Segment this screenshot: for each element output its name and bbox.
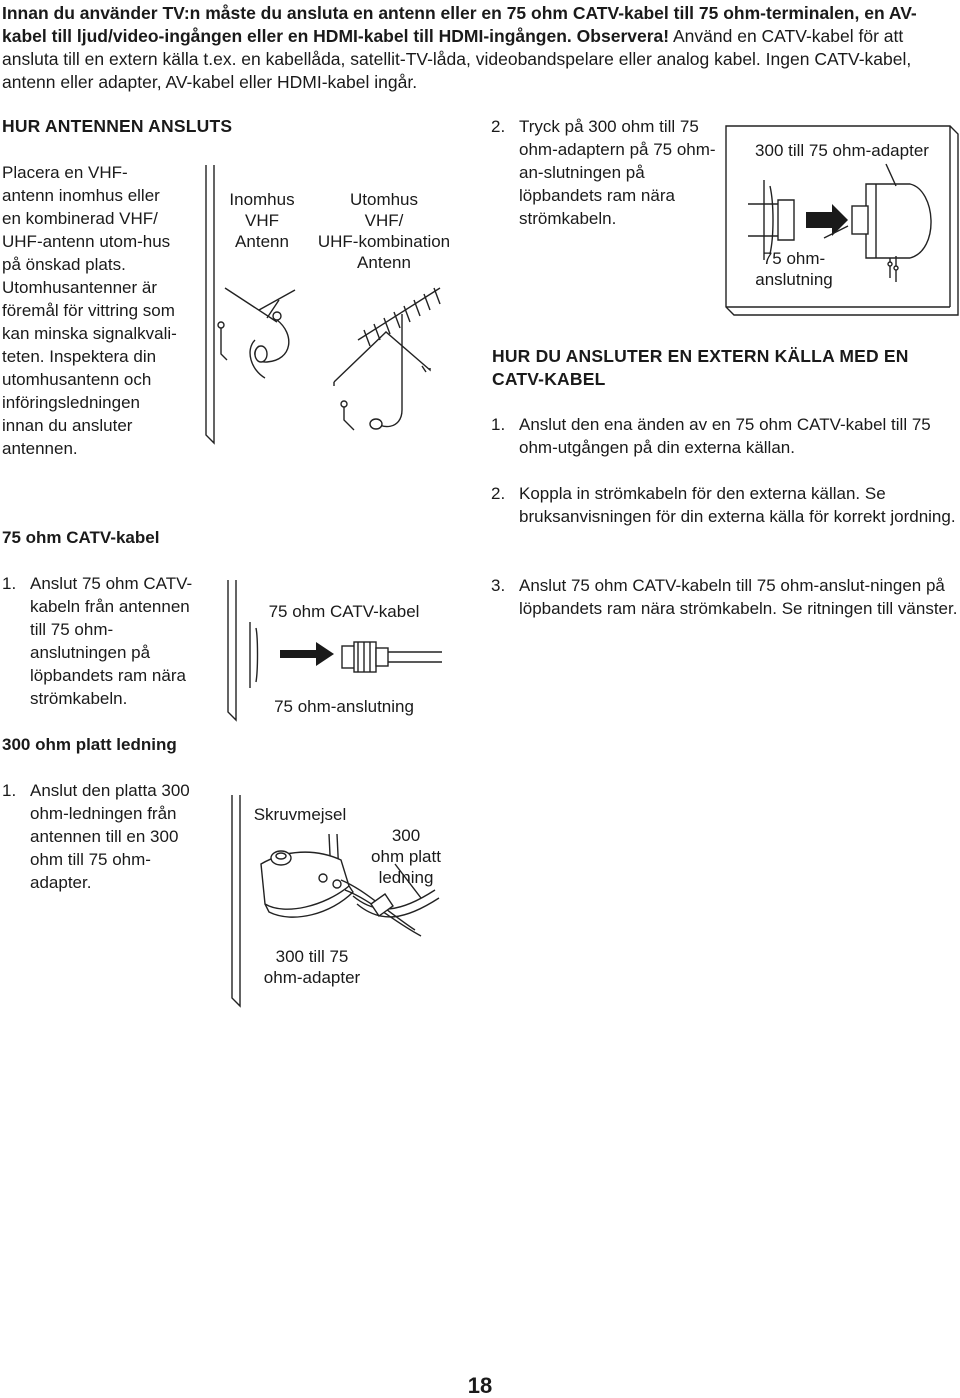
external-step-2	[491, 482, 959, 528]
flat-wire-label: 300 ohm platt ledning	[371, 826, 441, 887]
page-number: 18	[467, 1373, 493, 1398]
intro-normal-text: Använd en CATV-kabel för att ansluta till en extern källa t.ex. en kabellåda, satellit-TV-låda, videobandspelare eller analog kabel. Ingen CATV-kabel, antenn eller adapter, AV-kabel eller HDMI-kabel ingår.	[2, 26, 912, 92]
external-step-3	[491, 574, 959, 620]
screwdriver-label: Skruvmejsel	[253, 805, 347, 824]
step-number: 3.	[491, 576, 506, 595]
flat-wire-subheading: 300 ohm platt ledning	[2, 735, 177, 754]
arrow-right-icon	[806, 204, 848, 236]
step-text: Anslut den ena änden av en 75 ohm CATV-kabel till 75 ohm-utgången på din externa källan.	[519, 415, 931, 457]
step-text: Anslut den platta 300 ohm-ledningen från antennen till en 300 ohm till 75 ohm-adapter.	[30, 781, 190, 892]
catv-cable-label: 75 ohm CATV-kabel	[268, 602, 420, 621]
step-number: 1.	[2, 574, 17, 593]
catv-subheading: 75 ohm CATV-kabel	[2, 528, 160, 547]
step-text: Koppla in strömkabeln för den externa källan. Se bruksanvisningen för din externa källa för korrekt jordning.	[519, 484, 956, 526]
intro-observe: Observera!	[576, 26, 670, 46]
step-text: Tryck på 300 ohm till 75 ohm-adaptern på 75 ohm-an-slutningen på löpbandets ram nära strömkabeln.	[519, 117, 716, 228]
external-step-1	[491, 413, 959, 459]
adapter-figure-title: 300 till 75 ohm-adapter	[755, 141, 929, 160]
step-number: 2.	[491, 117, 506, 136]
step-number: 2.	[491, 484, 506, 503]
step-number: 1.	[491, 415, 506, 434]
external-source-heading: HUR DU ANSLUTER EN EXTERN KÄLLA MED EN CATV-KABEL	[492, 346, 909, 389]
outdoor-antenna-label: Utomhus VHF/ UHF-kombination Antenn	[317, 190, 451, 272]
step-number: 1.	[2, 781, 17, 800]
antenna-heading: HUR ANTENNEN ANSLUTS	[2, 116, 233, 136]
intro-bold-text: Innan du använder TV:n måste du ansluta en antenn eller en 75 ohm CATV-kabel till 75 ohm-terminalen, en AV-kabel till ljud/video-ingången eller en HDMI-kabel till HDMI-ingången.	[2, 3, 917, 46]
adapter-label: 300 till 75 ohm-adapter	[263, 947, 361, 987]
adapter-connector-label: 75 ohm- anslutning	[755, 249, 833, 289]
indoor-antenna-label: Inomhus VHF Antenn	[229, 190, 295, 251]
step-text: Anslut 75 ohm CATV-kabeln till 75 ohm-anslut-ningen på löpbandets ram nära strömkabeln. Se ritningen till vänster.	[519, 576, 958, 618]
antenna-paragraph: Placera en VHF-antenn inomhus eller en kombinerad VHF/ UHF-antenn utom-hus på önskad plats. Utomhusantenner är föremål för vittring som kan minska signalkvali-teten. Inspektera din utomhusantenn och införingsledningen innan du ansluter antennen.	[2, 163, 177, 458]
step-text: Anslut 75 ohm CATV-kabeln från antennen till 75 ohm-anslutningen på löpbandets ram nära strömkabeln.	[30, 574, 193, 708]
catv-connector-label: 75 ohm-anslutning	[274, 697, 414, 716]
